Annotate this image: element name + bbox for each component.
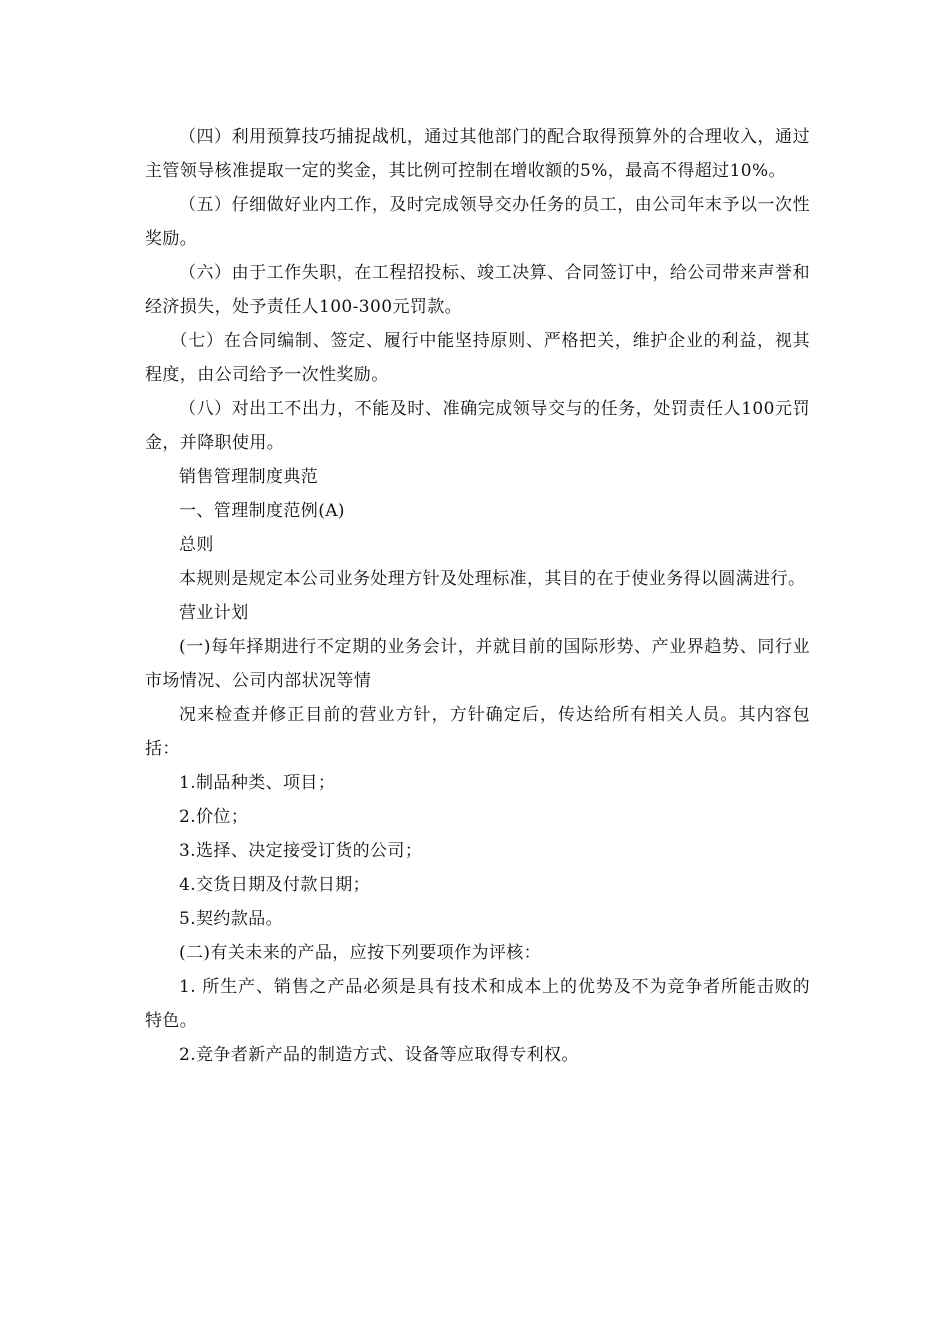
document-body bbox=[145, 120, 810, 1072]
paragraph-7: （七）在合同编制、签定、履行中能坚持原则、严格把关，维护企业的利益，视其程度，由公司给予一次性奖励。 bbox=[145, 331, 810, 385]
paragraph-general-rules: 本规则是规定本公司业务处理方针及处理标准，其目的在于使业务得以圆满进行。 bbox=[179, 569, 806, 589]
paragraph-8: （八）对出工不出力，不能及时、准确完成领导交与的任务，处罚责任人100元罚金，并降职使用。 bbox=[145, 399, 810, 453]
list-item-product-2: 2.竞争者新产品的制造方式、设备等应取得专利权。 bbox=[179, 1045, 579, 1065]
paragraph-plan-2: (二)有关未来的产品，应按下列要项作为评核： bbox=[179, 943, 542, 963]
paragraph-4: （四）利用预算技巧捕捉战机，通过其他部门的配合取得预算外的合理收入，通过主管领导核准提取一定的奖金，其比例可控制在增收额的5%，最高不得超过10%。 bbox=[145, 127, 810, 181]
list-item-2: 2.价位； bbox=[179, 807, 249, 827]
list-item-4: 4.交货日期及付款日期； bbox=[179, 875, 371, 895]
list-item-1: 1.制品种类、项目； bbox=[179, 773, 336, 793]
list-item-3: 3.选择、决定接受订货的公司； bbox=[179, 841, 423, 861]
subsection-title: 一、管理制度范例(A) bbox=[179, 501, 345, 521]
paragraph-plan-1: (一)每年择期进行不定期的业务会计，并就目前的国际形势、产业界趋势、同行业市场情况、公司内部状况等情 bbox=[145, 637, 810, 691]
paragraph-5: （五）仔细做好业内工作，及时完成领导交办任务的员工，由公司年末予以一次性奖励。 bbox=[145, 195, 810, 249]
heading-general: 总则 bbox=[179, 535, 214, 555]
heading-business-plan: 营业计划 bbox=[179, 603, 249, 623]
paragraph-plan-1-cont: 况来检查并修正目前的营业方针，方针确定后，传达给所有相关人员。其内容包括： bbox=[145, 705, 810, 759]
list-item-5: 5.契约款品。 bbox=[179, 909, 284, 929]
section-title: 销售管理制度典范 bbox=[179, 467, 319, 487]
list-item-product-1: 1. 所生产、销售之产品必须是具有技术和成本上的优势及不为竞争者所能击败的特色。 bbox=[145, 977, 810, 1031]
paragraph-6: （六）由于工作失职，在工程招投标、竣工决算、合同签订中，给公司带来声誉和经济损失，处予责任人100-300元罚款。 bbox=[145, 263, 810, 317]
